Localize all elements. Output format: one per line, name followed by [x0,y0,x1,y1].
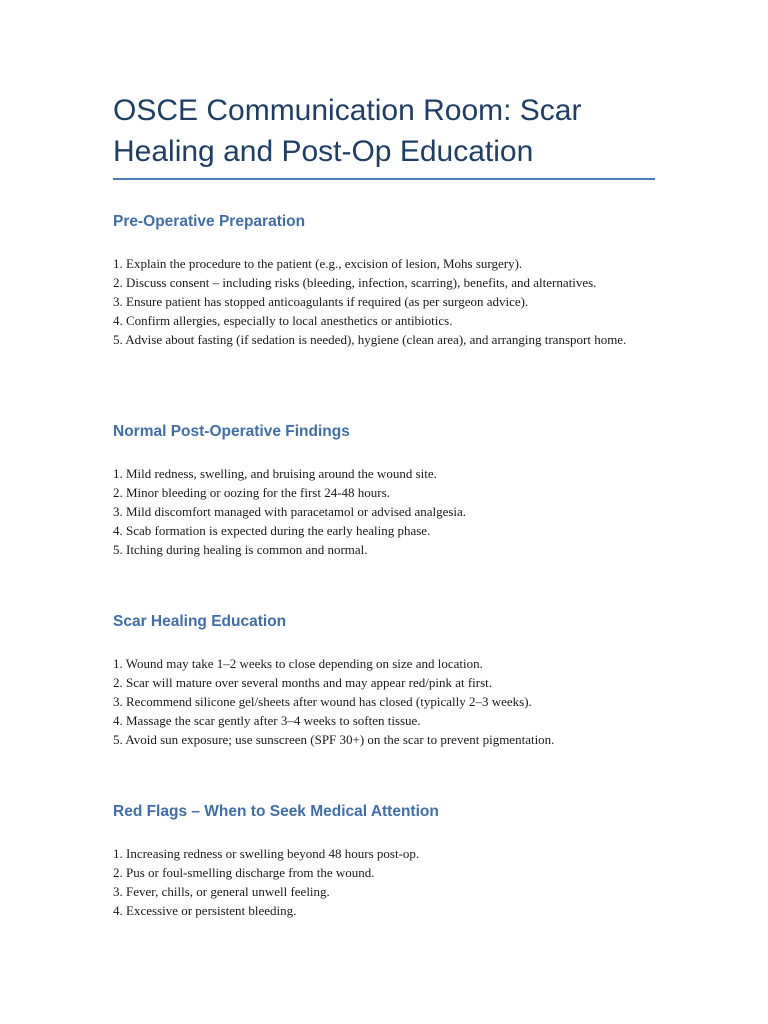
item-list [113,464,655,559]
list-item: 4. Excessive or persistent bleeding. [113,903,297,918]
section-heading: Scar Healing Education [113,613,287,630]
list-item: 3. Fever, chills, or general unwell feeling. [113,884,330,899]
list-item: 1. Explain the procedure to the patient (e.g., excision of lesion, Mohs surgery). [113,256,523,271]
list-item: 1. Wound may take 1–2 weeks to close depending on size and location. [113,656,483,671]
item-list [113,844,655,920]
list-item: 3. Mild discomfort managed with paracetamol or advised analgesia. [113,504,467,519]
list-item: 5. Avoid sun exposure; use sunscreen (SPF 30+) on the scar to prevent pigmentation. [113,732,555,747]
section-pre-operative-preparation [113,212,655,349]
list-item: 2. Scar will mature over several months and may appear red/pink at first. [113,675,493,690]
item-list [113,654,655,749]
section-heading: Normal Post-Operative Findings [113,423,350,440]
list-item: 3. Recommend silicone gel/sheets after wound has closed (typically 2–3 weeks). [113,694,532,709]
list-item: 1. Mild redness, swelling, and bruising around the wound site. [113,466,437,481]
list-item: 2. Pus or foul-smelling discharge from the wound. [113,865,375,880]
list-item: 2. Minor bleeding or oozing for the first 24-48 hours. [113,485,390,500]
section-scar-healing-education [113,612,655,749]
list-item: 1. Increasing redness or swelling beyond 48 hours post-op. [113,846,420,861]
document-title: OSCE Communication Room: Scar Healing and Post-Op Education [113,90,655,180]
list-item: 4. Confirm allergies, especially to local anesthetics or antibiotics. [113,313,453,328]
section-heading: Red Flags – When to Seek Medical Attention [113,803,439,820]
list-item: 4. Scab formation is expected during the early healing phase. [113,523,431,538]
list-item: 5. Itching during healing is common and normal. [113,542,368,557]
item-list [113,254,655,349]
list-item: 3. Ensure patient has stopped anticoagulants if required (as per surgeon advice). [113,294,529,309]
list-item: 4. Massage the scar gently after 3–4 weeks to soften tissue. [113,713,421,728]
list-item: 5. Advise about fasting (if sedation is needed), hygiene (clean area), and arranging transport home. [113,332,627,347]
section-red-flags [113,802,655,920]
document-page [113,90,655,918]
list-item: 2. Discuss consent – including risks (bleeding, infection, scarring), benefits, and alternatives. [113,275,597,290]
section-heading: Pre-Operative Preparation [113,213,306,230]
section-normal-post-operative-findings [113,422,655,559]
